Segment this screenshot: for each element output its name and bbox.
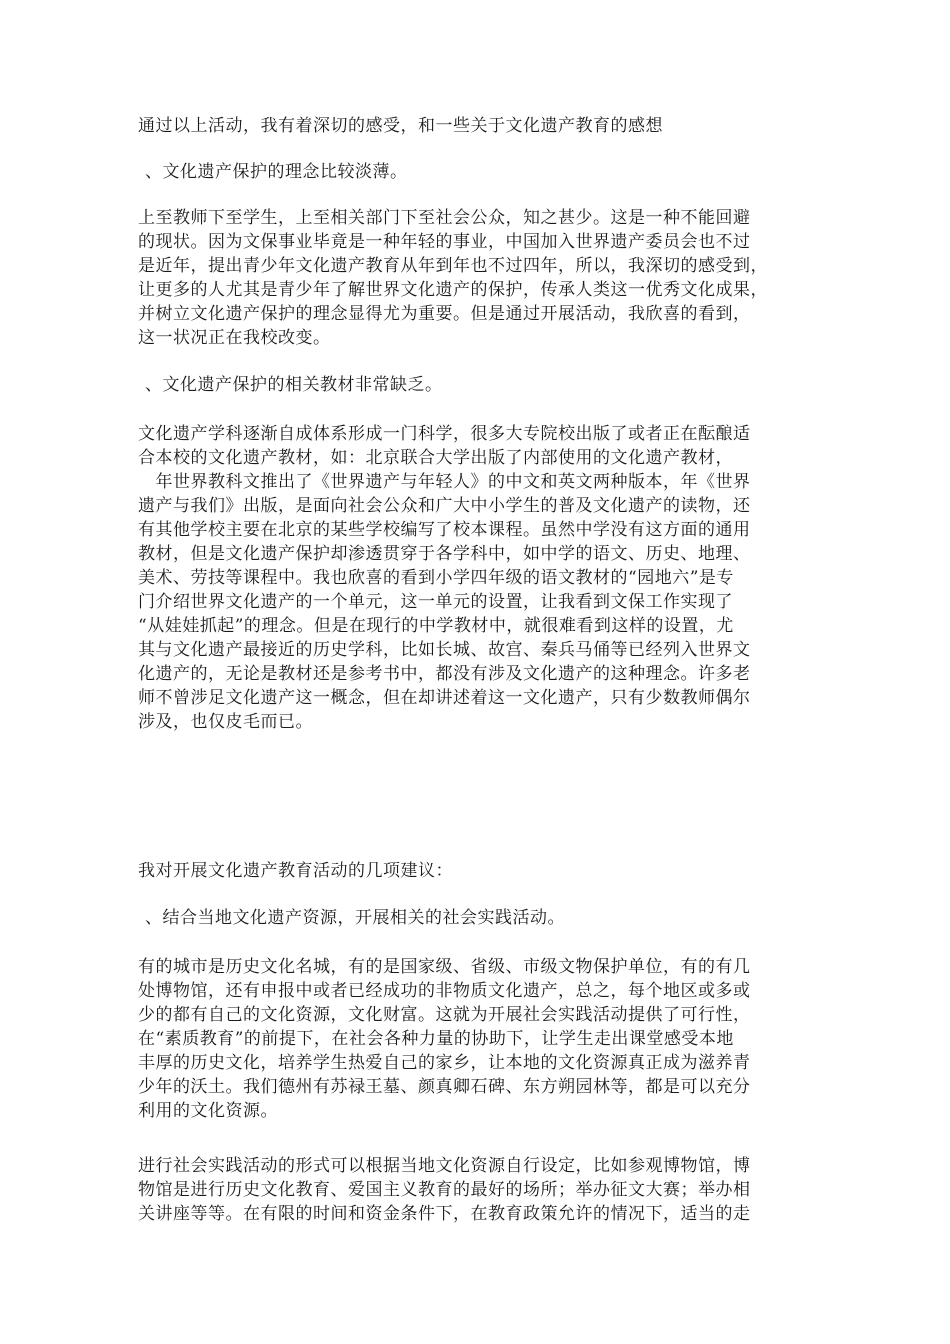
- point1-body-line: 上至教师下至学生，上至相关部门下至社会公众，知之甚少。这是一种不能回避: [138, 208, 751, 228]
- suggestion1-body2-line: 物馆是进行历史文化教育、爱国主义教育的最好的场所；举办征文大赛；举办相: [138, 1180, 751, 1200]
- suggestion1-body-line: 丰厚的历史文化，培养学生热爱自己的家乡，让本地的文化资源真正成为滋养青: [138, 1053, 751, 1073]
- point2-body-line: 美术、劳技等课程中。我也欣喜的看到小学四年级的语文教材的“园地六”是专: [138, 568, 734, 588]
- point2-body-line: 有其他学校主要在北京的某些学校编写了校本课程。虽然中学没有这方面的通用: [138, 520, 751, 540]
- point2-body-line: 遗产与我们》出版，是面向社会公众和广大中小学生的普及文化遗产的读物，还: [138, 496, 751, 516]
- suggestion1-body2-line: 进行社会实践活动的形式可以根据当地文化资源自行设定，比如参观博物馆，博: [138, 1156, 751, 1176]
- suggestion1-heading: 、结合当地文化遗产资源，开展相关的社会实践活动。: [145, 908, 565, 928]
- point2-body-line: 化遗产的，无论是教材还是参考书中，都没有涉及文化遗产的这种理念。许多老: [138, 664, 751, 684]
- point2-body-line: 其与文化遗产最接近的历史学科，比如长城、故宫、秦兵马俑等已经列入世界文: [138, 640, 751, 660]
- point1-body-line: 这一状况正在我校改变。: [138, 328, 331, 348]
- suggestions-title: 我对开展文化遗产教育活动的几项建议：: [138, 861, 453, 881]
- suggestion1-body-line: 在“素质教育”的前提下，在社会各种力量的协助下，让学生走出课堂感受本地: [138, 1029, 734, 1049]
- suggestion1-body-line: 少的都有自己的文化资源，文化财富。这就为开展社会实践活动提供了可行性，: [138, 1005, 751, 1025]
- point1-body-line: 并树立文化遗产保护的理念显得尤为重要。但是通过开展活动，我欣喜的看到，: [138, 304, 751, 324]
- point2-body-line: “从娃娃抓起”的理念。但是在现行的中学教材中，就很难看到这样的设置，尤: [138, 616, 734, 636]
- intro-paragraph: 通过以上活动，我有着深切的感受，和一些关于文化遗产教育的感想: [138, 116, 663, 136]
- point1-body-line: 的现状。因为文保事业毕竟是一种年轻的事业，中国加入世界遗产委员会也不过: [138, 232, 751, 252]
- suggestion1-body-line: 处博物馆，还有申报中或者已经成功的非物质文化遗产，总之，每个地区或多或: [138, 981, 751, 1001]
- point2-body-line: 涉及，也仅皮毛而已。: [138, 712, 313, 732]
- point1-heading: 、文化遗产保护的理念比较淡薄。: [145, 162, 408, 182]
- point2-body-line: 年世界教科文推出了《世界遗产与年轻人》的中文和英文两种版本，年《世界: [138, 472, 751, 492]
- suggestion1-body2-line: 关讲座等等。在有限的时间和资金条件下，在教育政策允许的情况下，适当的走: [138, 1204, 751, 1224]
- point1-body-line: 让更多的人尤其是青少年了解世界文化遗产的保护，传承人类这一优秀文化成果，: [138, 280, 768, 300]
- point2-body-line: 合本校的文化遗产教材，如：北京联合大学出版了内部使用的文化遗产教材，: [138, 448, 733, 468]
- point1-body-line: 是近年，提出青少年文化遗产教育从年到年也不过四年，所以，我深切的感受到，: [138, 256, 768, 276]
- suggestion1-body-line: 利用的文化资源。: [138, 1101, 278, 1121]
- suggestion1-body-line: 少年的沃土。我们德州有苏禄王墓、颜真卿石碑、东方朔园林等，都是可以充分: [138, 1077, 751, 1097]
- point2-body-line: 教材，但是文化遗产保护却渗透贯穿于各学科中，如中学的语文、历史、地理、: [138, 544, 751, 564]
- suggestion1-body-line: 有的城市是历史文化名城，有的是国家级、省级、市级文物保护单位，有的有几: [138, 957, 751, 977]
- point2-body-line: 门介绍世界文化遗产的一个单元，这一单元的设置，让我看到文保工作实现了: [138, 592, 733, 612]
- point2-heading: 、文化遗产保护的相关教材非常缺乏。: [145, 375, 443, 395]
- point2-body-line: 文化遗产学科逐渐自成体系形成一门科学，很多大专院校出版了或者正在酝酿适: [138, 424, 751, 444]
- point2-body-line: 师不曾涉足文化遗产这一概念，但在却讲述着这一文化遗产，只有少数教师偶尔: [138, 688, 751, 708]
